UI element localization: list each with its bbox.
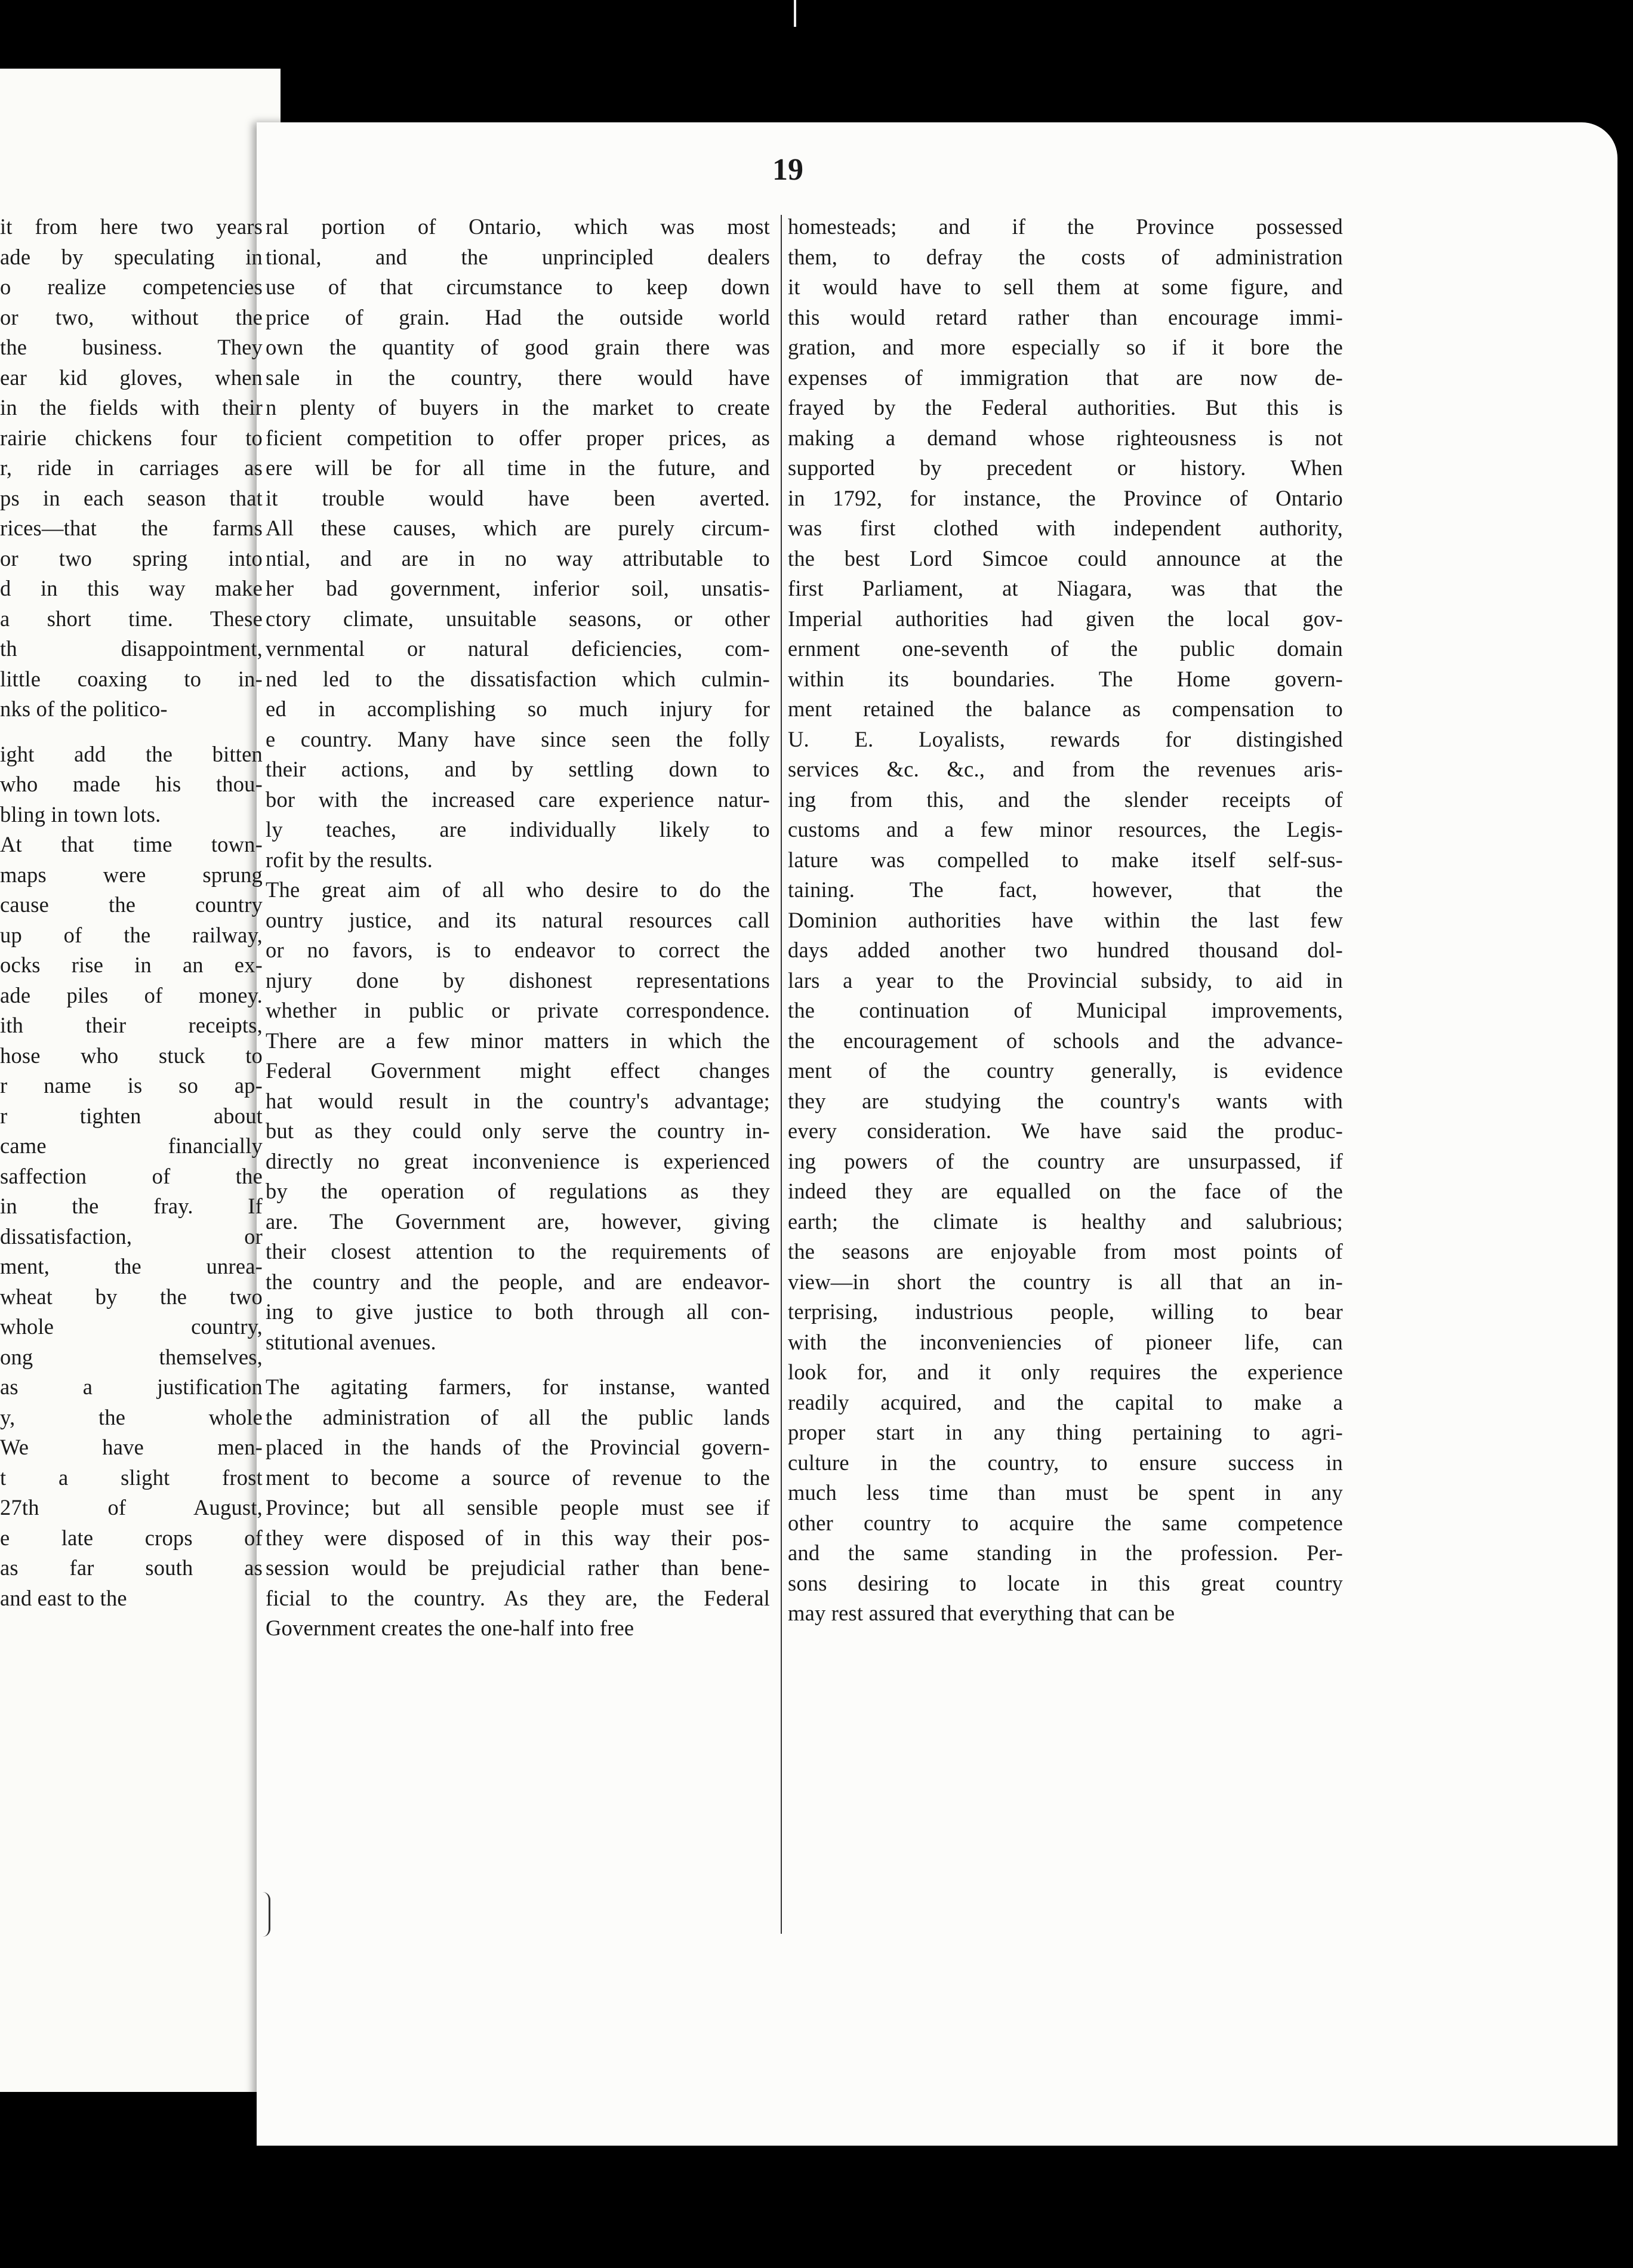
text-line: in the fields with their <box>0 395 263 420</box>
text-line: r, ride in carriages as <box>0 455 263 480</box>
text-line: little coaxing to in- <box>0 666 263 691</box>
text-line: ountry justice, and its natural resources call <box>266 907 770 932</box>
text-line: whole country, <box>0 1314 263 1339</box>
text-line: bor with the increased care experience natur- <box>266 787 770 812</box>
text-line: their closest attention to the requirements of <box>266 1239 770 1264</box>
text-line: every consideration. We have said the produc- <box>788 1118 1343 1143</box>
text-line: culture in the country, to ensure success in <box>788 1450 1343 1475</box>
text-line: the best Lord Simcoe could announce at the <box>788 546 1343 571</box>
text-line: 27th of August, <box>0 1495 263 1520</box>
text-line: days added another two hundred thousand dol- <box>788 938 1343 962</box>
text-line: ment of the country generally, is evidence <box>788 1058 1343 1083</box>
column-middle <box>266 212 770 1644</box>
text-line: readily acquired, and the capital to make a <box>788 1389 1343 1415</box>
column-right <box>788 212 1343 1629</box>
text-line: dissatisfaction, or <box>0 1224 263 1249</box>
text-line: it trouble would have been averted. <box>266 485 770 510</box>
text-line: njury done by dishonest representations <box>266 967 770 993</box>
text-line: directly no great inconvenience is experienced <box>266 1148 770 1173</box>
text-line: it from here two years <box>0 214 263 239</box>
text-line: cause the country <box>0 892 263 917</box>
text-line: ly teaches, are individually likely to <box>266 817 770 842</box>
text-line: nks of the politico- <box>0 697 168 721</box>
column-left-cut <box>0 212 263 1613</box>
text-line: rofit by the results. <box>266 847 433 872</box>
text-line: th disappointment, <box>0 636 263 661</box>
text-line: ral portion of Ontario, which was most <box>266 214 770 239</box>
text-line: placed in the hands of the Provincial govern- <box>266 1435 770 1459</box>
text-line: ned led to the dissatisfaction which culmin- <box>266 666 770 691</box>
text-line: look for, and it only requires the experience <box>788 1360 1343 1384</box>
text-line: ctory climate, unsuitable seasons, or other <box>266 606 770 631</box>
text-line: within its boundaries. The Home govern- <box>788 666 1343 691</box>
text-line: making a demand whose righteousness is not <box>788 425 1343 450</box>
text-line: bling in town lots. <box>0 802 161 827</box>
text-line: the administration of all the public lands <box>266 1404 770 1429</box>
text-line: o realize competencies <box>0 275 263 299</box>
text-line: the continuation of Municipal improvements, <box>788 998 1343 1022</box>
text-line: a short time. These <box>0 606 263 631</box>
text-line: ntial, and are in no way attributable to <box>266 546 770 571</box>
text-line: up of the railway, <box>0 922 263 947</box>
text-line: ocks rise in an ex- <box>0 953 263 977</box>
text-line: ment, the unrea- <box>0 1254 263 1278</box>
text-line: d in this way make <box>0 576 263 600</box>
text-line: hat would result in the country's advantage; <box>266 1088 770 1113</box>
text-line: they were disposed of in this way their pos- <box>266 1525 770 1550</box>
text-line: At that time town- <box>0 832 263 856</box>
text-line: their actions, and by settling down to <box>266 757 770 781</box>
text-line: may rest assured that everything that can be <box>788 1601 1175 1625</box>
text-line: it would have to sell them at some figure, and <box>788 275 1343 299</box>
text-line: n plenty of buyers in the market to create <box>266 395 770 420</box>
text-line: wheat by the two <box>0 1284 263 1309</box>
text-line: There are a few minor matters in which the <box>266 1028 770 1053</box>
text-line: ong themselves, <box>0 1344 263 1369</box>
text-line: and east to the <box>0 1585 127 1610</box>
text-line: the business. They <box>0 335 263 359</box>
text-line: The great aim of all who desire to do the <box>266 877 770 902</box>
text-line: came financially <box>0 1133 263 1158</box>
text-line: ernment one-seventh of the public domain <box>788 636 1343 661</box>
text-line: other country to acquire the same competence <box>788 1510 1343 1535</box>
text-line: with the inconveniencies of pioneer life, can <box>788 1329 1343 1354</box>
text-line: ear kid gloves, when <box>0 365 263 390</box>
text-line: ficient competition to offer proper prices, as <box>266 425 770 450</box>
text-line: homesteads; and if the Province possessed <box>788 214 1343 239</box>
text-line: was first clothed with independent authority, <box>788 516 1343 540</box>
text-line: supported by precedent or history. When <box>788 455 1343 480</box>
text-line: e late crops of <box>0 1525 263 1550</box>
text-line: as a justification <box>0 1375 263 1399</box>
text-line: session would be prejudicial rather than bene- <box>266 1555 770 1580</box>
paragraph-gap <box>0 725 263 739</box>
text-line: hose who stuck to <box>0 1043 263 1068</box>
text-line: they are studying the country's wants with <box>788 1088 1343 1113</box>
text-line: sale in the country, there would have <box>266 365 770 390</box>
page-number: 19 <box>772 153 803 187</box>
text-line: are. The Government are, however, giving <box>266 1209 770 1234</box>
text-line: ith their receipts, <box>0 1013 263 1037</box>
text-line: rairie chickens four to <box>0 425 263 450</box>
text-line: stitutional avenues. <box>266 1329 436 1354</box>
text-line: much less time than must be spent in any <box>788 1480 1343 1505</box>
text-line: her bad government, inferior soil, unsatis- <box>266 576 770 600</box>
text-line: gration, and more especially so if it bore the <box>788 335 1343 359</box>
text-line: t a slight frost <box>0 1465 263 1490</box>
text-line: this would retard rather than encourage immi- <box>788 304 1343 329</box>
text-line: price of grain. Had the outside world <box>266 304 770 329</box>
text-line: or no favors, is to endeavor to correct the <box>266 938 770 962</box>
text-line: services &c. &c., and from the revenues aris- <box>788 757 1343 781</box>
text-line: vernmental or natural deficiencies, com- <box>266 636 770 661</box>
text-line: ing powers of the country are unsurpassed, if <box>788 1148 1343 1173</box>
text-line: y, the whole <box>0 1404 263 1429</box>
text-line: frayed by the Federal authorities. But this is <box>788 395 1343 420</box>
text-line: view—in short the country is all that an in- <box>788 1269 1343 1294</box>
text-line: e country. Many have since seen the folly <box>266 726 770 751</box>
text-line: ment retained the balance as compensation to <box>788 697 1343 721</box>
paragraph-gap <box>266 1357 770 1372</box>
text-line: expenses of immigration that are now de- <box>788 365 1343 390</box>
text-line: lature was compelled to make itself self-sus- <box>788 847 1343 872</box>
text-line: The agitating farmers, for instanse, wanted <box>266 1375 770 1399</box>
text-line: as far south as <box>0 1555 263 1580</box>
text-line: in 1792, for instance, the Province of Ontario <box>788 485 1343 510</box>
text-line: Federal Government might effect changes <box>266 1058 770 1083</box>
text-line: taining. The fact, however, that the <box>788 877 1343 902</box>
text-line: rices—that the farms <box>0 516 263 540</box>
text-line: the seasons are enjoyable from most points of <box>788 1239 1343 1264</box>
text-line: earth; the climate is healthy and salubrious; <box>788 1209 1343 1234</box>
text-line: whether in public or private correspondence. <box>266 998 770 1022</box>
text-line: ficial to the country. As they are, the Federal <box>266 1585 770 1610</box>
text-line: ing from this, and the slender receipts of <box>788 787 1343 812</box>
text-line: saffection of the <box>0 1163 263 1188</box>
text-line: or two spring into <box>0 546 263 571</box>
margin-bracket-mark <box>263 1892 270 1937</box>
text-line: All these causes, which are purely circum- <box>266 516 770 540</box>
text-line: them, to defray the costs of administration <box>788 244 1343 269</box>
text-line: proper start in any thing pertaining to agri- <box>788 1420 1343 1444</box>
text-line: ed in accomplishing so much injury for <box>266 697 770 721</box>
text-line: by the operation of regulations as they <box>266 1179 770 1203</box>
text-line: Province; but all sensible people must see if <box>266 1495 770 1520</box>
text-line: tional, and the unprincipled dealers <box>266 244 770 269</box>
text-line: Dominion authorities have within the last few <box>788 907 1343 932</box>
text-line: Imperial authorities had given the local gov- <box>788 606 1343 631</box>
text-line: lars a year to the Provincial subsidy, to aid in <box>788 967 1343 993</box>
text-line: own the quantity of good grain there was <box>266 335 770 359</box>
text-line: sons desiring to locate in this great country <box>788 1570 1343 1595</box>
text-line: We have men- <box>0 1435 263 1459</box>
text-line: r name is so ap- <box>0 1073 263 1098</box>
text-line: ps in each season that <box>0 485 263 510</box>
text-line: but as they could only serve the country in- <box>266 1118 770 1143</box>
text-line: ment to become a source of revenue to the <box>266 1465 770 1490</box>
text-line: terprising, industrious people, willing to bear <box>788 1299 1343 1324</box>
text-line: first Parliament, at Niagara, was that the <box>788 576 1343 600</box>
column-rule <box>781 215 782 1934</box>
text-line: who made his thou- <box>0 772 263 796</box>
text-line: ing to give justice to both through all con- <box>266 1299 770 1324</box>
text-line: indeed they are equalled on the face of the <box>788 1179 1343 1203</box>
text-line: the country and the people, and are endeavor- <box>266 1269 770 1294</box>
text-line: the encouragement of schools and the advance- <box>788 1028 1343 1053</box>
text-line: ade piles of money. <box>0 982 263 1007</box>
text-line: r tighten about <box>0 1103 263 1128</box>
text-line: ight add the bitten <box>0 741 263 766</box>
text-line: use of that circumstance to keep down <box>266 275 770 299</box>
text-line: and the same standing in the profession. Per- <box>788 1540 1343 1565</box>
text-line: customs and a few minor resources, the Legis- <box>788 817 1343 842</box>
text-line: ere will be for all time in the future, and <box>266 455 770 480</box>
text-line: or two, without the <box>0 304 263 329</box>
text-line: in the fray. If <box>0 1194 263 1218</box>
text-line: maps were sprung <box>0 862 263 887</box>
text-line: ade by speculating in <box>0 244 263 269</box>
top-edge-mark <box>794 0 800 27</box>
text-line: U. E. Loyalists, rewards for distingished <box>788 726 1343 751</box>
text-line: Government creates the one-half into free <box>266 1616 634 1640</box>
